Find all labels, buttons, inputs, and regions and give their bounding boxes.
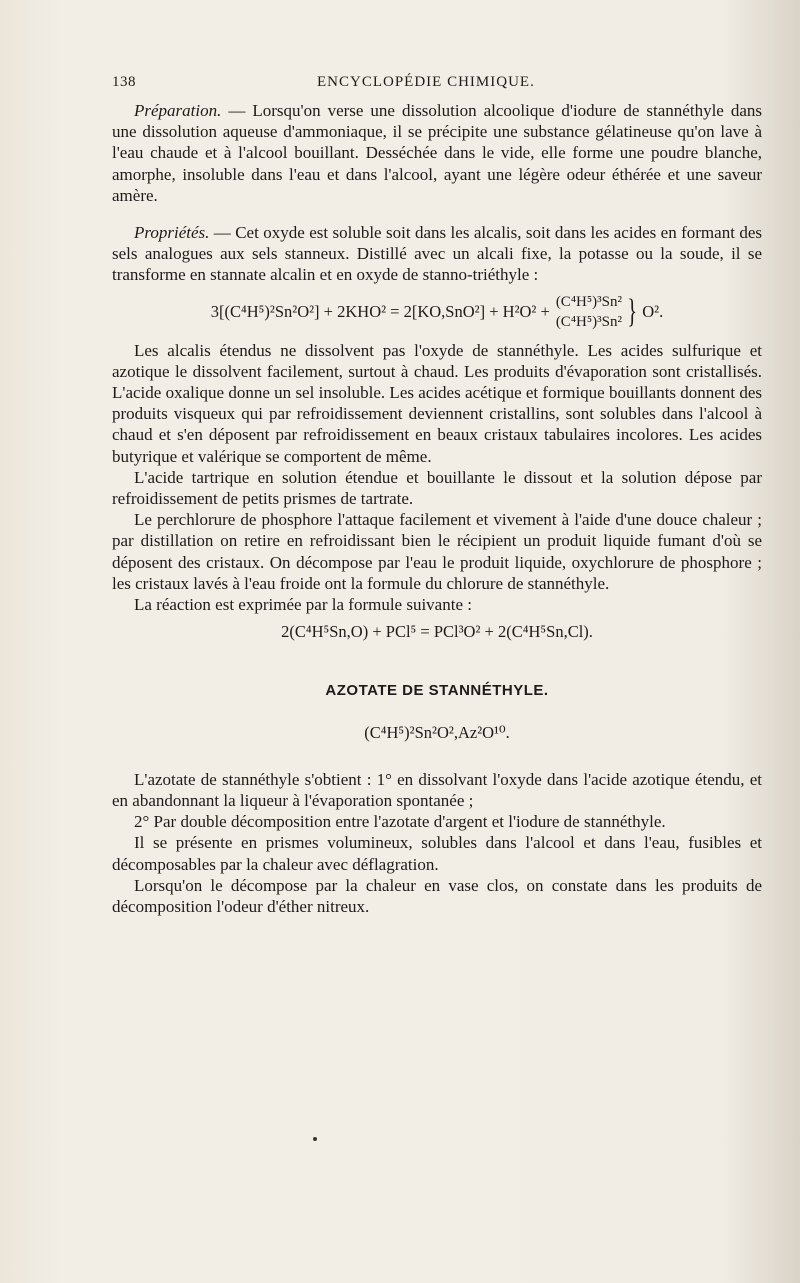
formula1-suffix: O². [642,302,664,322]
paragraph-alcalis: Les alcalis étendus ne dissolvent pas l'oxyde de stannéthyle. Les acides sulfurique et azotique le dissolvent facilement, surtout à chaud. Les produits d'évaporation sont cristallisés. L'acide oxalique donne un sel insoluble. Les acides acétique et formique bouillants donnent des produits visqueux qui par refroidissement deviennent cristallins, sont solubles dans l'alcool à chaud et s'en déposent par refroidissement en beaux cristaux tabulaires incolores. Les acides butyrique et valérique se comportent de même. [112,340,762,466]
text-proprietes: — Cet oxyde est soluble soit dans les alcalis, soit dans les acides en formant des sels analogues aux sels stanneux. Distillé avec un alcali fixe, la potasse ou la soude, il se transforme en stannate alcalin et en oxyde de stanno-triéthyle : [112,223,762,285]
paragraph-perchlorure: Le perchlorure de phosphore l'attaque facilement et vivement à l'aide d'une douce chaleur ; par distillation on retire en refroidissant bien le récipient un produit liquide fumant d'où se déposent des cristaux. On décompose par l'eau le produit liquide, oxychlorure de phosphore ; les cristaux lavés à l'eau froide ont la formule du chlorure de stannéthyle. [112,510,762,593]
formula-reaction: 2(C⁴H⁵Sn,O) + PCl⁵ = PCl³O² + 2(C⁴H⁵Sn,Cl). [281,622,593,642]
formula1-bottom: (C⁴H⁵)³Sn² [555,313,622,330]
formula1-main: 3[(C⁴H⁵)²Sn²O²] + 2KHO² = 2[KO,SnO²] + H²O² + [210,302,550,322]
paragraph-azotate-2: 2° Par double décomposition entre l'azotate d'argent et l'iodure de stannéthyle. [134,812,666,832]
paragraph-azotate-4: Lorsqu'on le décompose par la chaleur en vase clos, on constate dans les produits de décomposition l'odeur d'éther nitreux. [112,875,762,917]
paragraph-proprietes [112,222,762,286]
formula1-top: (C⁴H⁵)³Sn² [555,293,622,310]
lead-proprietes: Propriétés. [134,223,210,243]
section-title-azotate: AZOTATE DE STANNÉTHYLE. [325,682,549,700]
paragraph-reaction: La réaction est exprimée par la formule suivante : [134,595,472,615]
formula-azotate: (C⁴H⁵)²Sn²O²,Az²O¹⁰. [364,722,510,742]
text-preparation: — Lorsqu'on verse une dissolution alcoolique d'iodure de stannéthyle dans une dissolution aqueuse d'ammoniaque, il se précipite une substance gélatineuse qu'on lave à l'eau chaude et à l'alcool bouillant. Desséchée dans le vide, elle forme une poudre blanche, amorphe, insoluble dans l'eau et dans l'alcool, ayant une légère odeur éthérée et une saveur amère. [112,101,762,205]
paragraph-azotate-3: Il se présente en prismes volumineux, solubles dans l'alcool et dans l'eau, fusibles et décomposables par la chaleur avec déflagration. [112,833,762,874]
formula-stanno-triethyle [112,290,762,334]
running-title: ENCYCLOPÉDIE CHIMIQUE. [317,74,535,90]
page-body [112,100,762,917]
brace-glyph: } [627,292,637,330]
running-header [112,74,762,96]
paragraph-preparation [112,100,762,206]
lead-preparation: Préparation. [134,101,222,120]
page-number: 138 [112,74,136,90]
paragraph-tartrique: L'acide tartrique en solution étendue et bouillante le dissout et la solution dépose par refroidissement de petits prismes de tartrate. [112,467,762,509]
formula1-stack [556,292,622,332]
paragraph-azotate-1: L'azotate de stannéthyle s'obtient : 1° en dissolvant l'oxyde dans l'acide azotique étendu, et en abandonnant la liqueur à l'évaporation spontanée ; [112,769,762,811]
ink-dot [313,1137,317,1141]
